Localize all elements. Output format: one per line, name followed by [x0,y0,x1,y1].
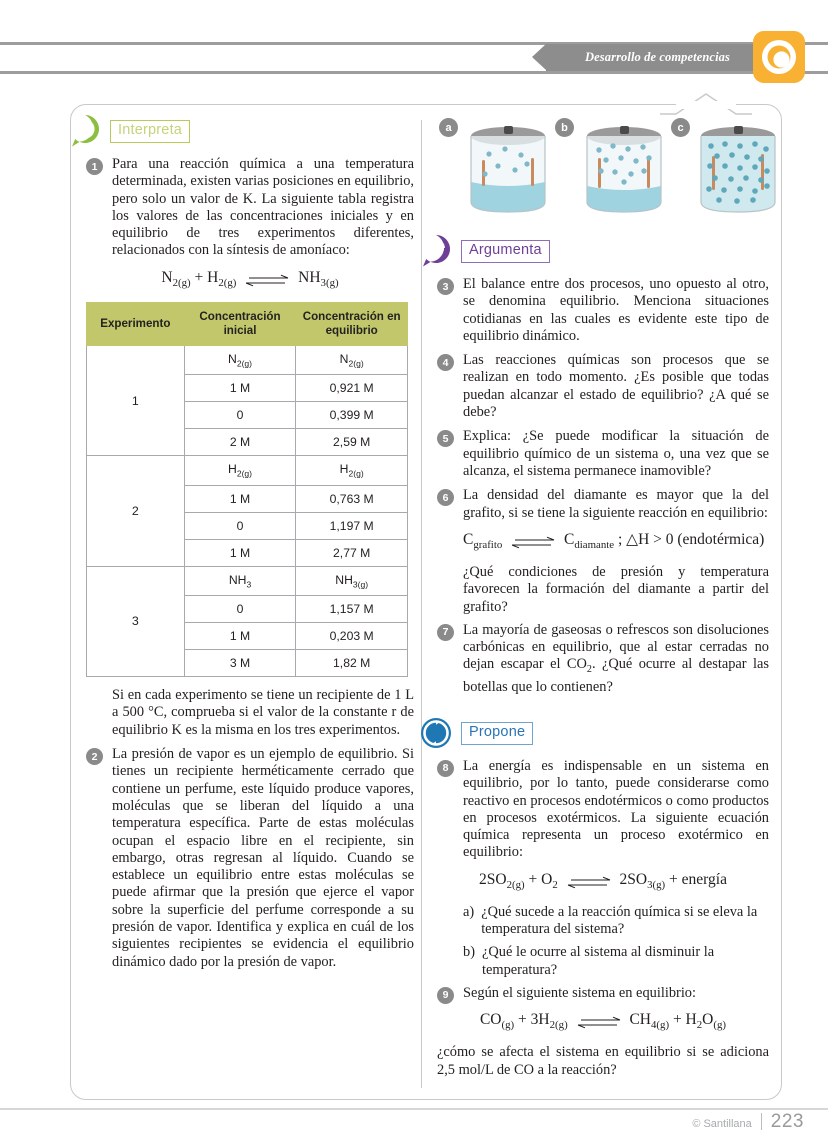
equation-right: $CH_{4(g)} + H_2O_{(g)}$ [629,1011,727,1032]
left-column [86,118,414,978]
table-row [87,345,408,374]
table-cell-equilibrium: $H_{2(g)}$ [296,456,408,485]
right-column [437,118,769,1079]
exercise-6-followup [437,564,769,616]
table-cell-equilibrium: 1,157 M [296,596,408,623]
table-cell-initial: 1 M [184,375,296,402]
table-row [87,456,408,485]
table-cell-equilibrium: $N_{2(g)}$ [296,345,408,374]
double-equilibrium-arrow [244,272,290,285]
table-cell-equilibrium: 2,77 M [296,539,408,566]
exercise-8-subitem-a [437,904,769,939]
exercise-1-note [86,687,414,739]
page-footer [692,1110,804,1133]
subitem-label: b) [463,944,475,961]
equation-graphite-diamond [437,529,769,556]
table-cell-equilibrium: 1,82 M [296,650,408,677]
exercise-number: 3 [437,278,454,295]
section-banner-label: Desarrollo de competencias [585,50,730,64]
table-row [87,566,408,595]
equation-left: $2SO_{2(g)} + O_2$ [479,870,558,891]
exercise-9-followup-text: ¿cómo se afecta el sistema en equilibrio si se adiciona 2,5 mol/L de CO a la reacción? [437,1044,769,1078]
table-cell-initial: 1 M [184,485,296,512]
exercise-text: La mayoría de gaseosas o refrescos son disoluciones carbónicas en equilibrio, que al estar cerradas no dejan escapar el $CO_2$. ¿Qué ocurre al destapar las botellas que lo contienen? [463,621,769,695]
table-cell-equilibrium: 0,763 M [296,485,408,512]
table-cell-equilibrium: 0,399 M [296,402,408,429]
equation-ammonia-synthesis [86,267,414,294]
table-cell-equilibrium: 0,203 M [296,623,408,650]
exercise-number: 8 [437,760,454,777]
exercise-number: 6 [437,489,454,506]
table-header-row [87,302,408,345]
cycle-arrows-icon [417,714,455,752]
exercise-number: 4 [437,354,454,371]
table-cell-experiment: 3 [87,566,185,676]
jar-label-b: b [555,118,574,137]
double-equilibrium-arrow [566,874,612,887]
exercise-item-7 [437,622,769,696]
table-cell-equilibrium: 2,59 M [296,429,408,456]
exercise-item-9 [437,985,769,1002]
info-pin-icon [66,112,104,150]
table-cell-initial: 0 [184,596,296,623]
section-argumenta-label: Argumenta [461,240,550,263]
table-header-initial: Concentración inicial [184,302,296,345]
equation-right: $2SO_{3(g)}$ + energía [619,870,727,891]
table-cell-initial: $NH_3$ [184,566,296,595]
exercise-item-6 [437,487,769,522]
table-cell-initial: 2 M [184,429,296,456]
equation-co-ch4 [437,1009,769,1036]
exercise-1-note-text: Si en cada experimento se tiene un recipiente de 1 L a 500 °C, comprueba si el valor de la constante r de equilibrio K es la misma en los tres experimentos. [112,687,414,738]
table-cell-initial: 0 [184,402,296,429]
containers-illustration [437,118,769,224]
jar-a [465,118,551,223]
table-header-experimento: Experimento [87,302,185,345]
section-interpreta [86,118,414,148]
double-equilibrium-arrow [510,534,556,547]
speech-bubble-icon [417,232,455,270]
exercise-text: La energía es indispensable en un sistema en equilibrio, por lo tanto, puede considerarse como reactivo en procesos endotérmicos o como productos en procesos exotérmicos. La siguiente ecuación química representa un proceso exotérmico en equilibrio: [463,757,769,861]
exercise-text: Para una reacción química a una temperatura determinada, existen varias posiciones en equilibrio, pero solo un valor de K. La siguiente tabla registra los valores de las concentraciones iniciales y en equilibrio de tres experimentos diferentes, relacionados con la síntesis de amoníaco: [112,156,414,259]
header-rule-bottom [0,71,828,74]
exercise-item-4 [437,352,769,421]
table-cell-equilibrium: 1,197 M [296,512,408,539]
exercise-text: La densidad del diamante es mayor que la del grafito, si se tiene la siguiente reacción en equilibrio: [463,487,769,521]
exercise-text: Según el siguiente sistema en equilibrio: [463,984,697,1001]
exercise-8-subitem-b [437,944,769,979]
subitem-text: ¿Qué sucede a la reacción química si se eleva la temperatura del sistema? [481,903,758,938]
exercise-text: El balance entre dos procesos, uno opuesto al otro, se denomina equilibrio. Menciona situaciones cotidianas en las cuales es evidente este tipo de equilibrio dinámico. [463,276,769,344]
exercise-number: 9 [437,987,454,1004]
equation-so2-so3 [437,869,769,896]
table-header-equilibrium: Concentración en equilibrio [296,302,408,345]
footer-divider [761,1113,762,1130]
exercise-number: 5 [437,430,454,447]
exercise-item-8 [437,758,769,862]
equilibrium-data-table [86,302,408,677]
jar-b [581,118,667,223]
section-propone [437,720,769,750]
equation-left: $N_{2(g)} + H_{2(g)}$ [161,268,237,289]
exercise-item-5 [437,428,769,480]
double-equilibrium-arrow [576,1014,622,1027]
table-cell-experiment: 1 [87,345,185,455]
subitem-label: a) [463,903,475,920]
table-cell-initial: 1 M [184,623,296,650]
frame-notch-mask [676,101,736,109]
copyright-text: © Santillana [692,1118,752,1130]
table-cell-initial: 1 M [184,539,296,566]
table-cell-initial: $N_{2(g)}$ [184,345,296,374]
exercise-6-followup-text: ¿Qué condiciones de presión y temperatura favorecen la formación del diamante a partir del grafito? [463,563,769,615]
section-argumenta [437,238,769,268]
jar-label-a: a [439,118,458,137]
equation-right: $NH_{3(g)}$ [298,268,339,289]
section-banner [546,44,755,71]
table-cell-equilibrium: 0,921 M [296,375,408,402]
exercise-number: 1 [86,158,103,175]
exercise-number: 7 [437,624,454,641]
table-cell-initial: $H_{2(g)}$ [184,456,296,485]
exercise-text: Las reacciones químicas son procesos que se realizan en todo momento. ¿Es posible que todas puedan alcanzar el estado de equilibrio? ¿A qué se debe? [463,352,769,421]
exercise-number: 2 [86,748,103,765]
exercise-item-2 [86,746,414,971]
page-number: 223 [770,1111,804,1132]
jar-label-c: c [671,118,690,137]
exercise-text: La presión de vapor es un ejemplo de equilibrio. Si tienes un recipiente herméticamente cerrado que contiene un perfume, este líquido produce vapores, moléculas que se liberan del líquido a una temperatura específica. Parte de estas moléculas ocupan el espacio libre en el recipiente, sin embargo, otras regresan al líquido. Cuando se establece un equilibrio entre estas moléculas se puede afirmar que la presión que ejerce el vapor sobre la superficie del perfume corresponde a su presión de vapor. Identifica y explica en cuál de los siguientes recipientes se evidencia el equilibrio dinámico dado por la presión de vapor. [112,746,414,970]
section-interpreta-label: Interpreta [110,120,190,143]
table-cell-initial: 0 [184,512,296,539]
equation-left: $CO_{(g)} + 3H_{2(g)}$ [479,1011,568,1032]
exercise-item-1 [86,156,414,260]
table-cell-equilibrium: $NH_{3(g)}$ [296,566,408,595]
equation-left: $C_{grafito}$ [463,530,503,551]
table-cell-experiment: 2 [87,456,185,566]
exercise-text: Explica: ¿Se puede modificar la situación de equilibrio químico de un sistema o, una vez que se alcanza, el sistema permanece inamovible? [463,428,769,479]
subitem-text: ¿Qué le ocurre al sistema al disminuir la temperatura? [482,944,715,978]
section-propone-label: Propone [461,722,533,745]
table-cell-initial: 3 M [184,650,296,677]
santillana-swirl-icon [753,31,805,83]
jar-c [695,118,781,223]
equation-right: $C_{diamante}$ ; △H > 0 (endotérmica) [564,530,765,551]
exercise-9-followup [437,1044,769,1079]
exercise-item-3 [437,276,769,345]
